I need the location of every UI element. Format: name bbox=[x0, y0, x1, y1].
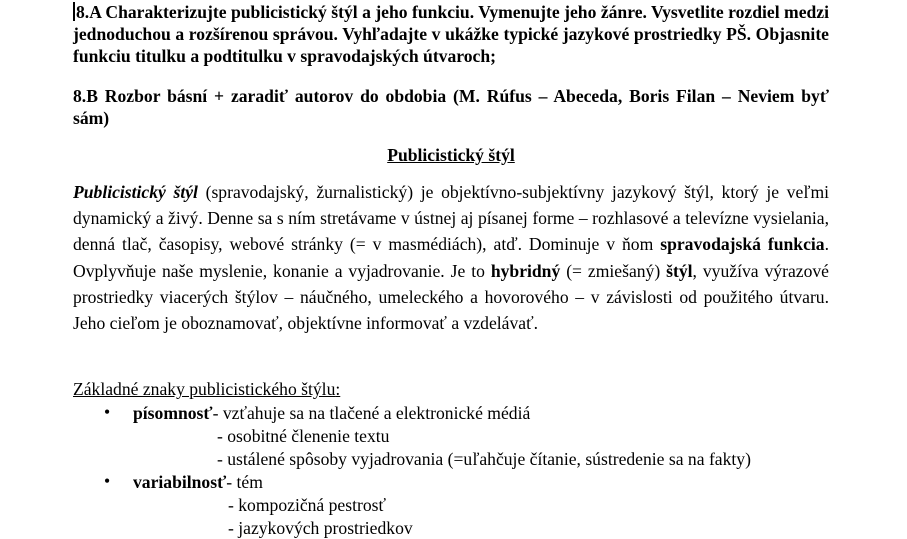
paragraph-term: Publicistický štýl bbox=[73, 182, 198, 202]
intro-paragraph bbox=[73, 179, 829, 336]
paragraph-part2: . Ovplyvňuje naše myslenie, konanie a vyjadrovanie. Je to bbox=[73, 234, 829, 281]
text-cursor bbox=[73, 2, 75, 21]
paragraph-part3: (= zmiešaný) bbox=[560, 260, 667, 281]
features-title bbox=[73, 378, 340, 400]
task-8a bbox=[73, 1, 829, 67]
list-item-desc: - tém bbox=[226, 472, 263, 492]
task-8b: 8.B Rozbor básní + zaradiť autorov do obdobia (M. Rúfus – Abeceda, Boris Filan – Neviem byť sám) bbox=[73, 86, 829, 128]
list-item-term: variabilnosť bbox=[133, 472, 227, 492]
section-heading bbox=[73, 144, 829, 166]
features-title-text: Základné znaky publicistického štýlu bbox=[73, 379, 336, 399]
paragraph-bold-function: spravodajská funkcia bbox=[660, 234, 825, 255]
features-title-suffix: : bbox=[335, 379, 341, 399]
section-heading-text: Publicistický štýl bbox=[387, 145, 515, 165]
list-bullet: • bbox=[104, 402, 111, 422]
list-subitem: - jazykových prostriedkov bbox=[228, 518, 413, 538]
paragraph-bold-hybrid: hybridný bbox=[490, 260, 561, 281]
list-bullet: • bbox=[104, 471, 111, 491]
list-item-term: písomnosť bbox=[133, 403, 213, 423]
paragraph-part4: , využíva výrazové prostriedky viacerých štýlov – náučného, umeleckého a hovorového – v závislosti od použitého útvaru. Jeho cieľom je oboznamovať, objektívne informovať a vzdelávať. bbox=[73, 260, 829, 334]
list-item-desc: - vzťahuje sa na tlačené a elektronické médiá bbox=[212, 403, 531, 423]
list-subitem: - ustálené spôsoby vyjadrovania (=uľahčuje čítanie, sústredenie sa na fakty) bbox=[217, 449, 751, 469]
task-8a-text: 8.A Charakterizujte publicistický štýl a jeho funkciu. Vymenujte jeho žánre. Vysvetlite rozdiel medzi jednoduchou a rozšírenou správou. Vyhľadajte v ukážke typické jazykové prostriedky PŠ. Objasnite funkciu titulku a podtitulku v spravodajských útvaroch; bbox=[73, 2, 829, 66]
paragraph-bold-style: štýl bbox=[666, 260, 693, 281]
list-item bbox=[133, 402, 530, 424]
list-item bbox=[133, 471, 263, 493]
list-subitem: - kompozičná pestrosť bbox=[228, 495, 387, 515]
list-subitem: - osobitné členenie textu bbox=[217, 426, 390, 446]
paragraph-part1: (spravodajský, žurnalistický) je objektívno-subjektívny jazykový štýl, ktorý je veľmi dynamický a živý. Denne sa s ním stretávame v ústnej aj písanej forme – rozhlasové a televízne vysielania, denná tlač, časopisy, webové stránky (= v masmédiách), atď. Dominuje v ňom bbox=[73, 182, 830, 255]
